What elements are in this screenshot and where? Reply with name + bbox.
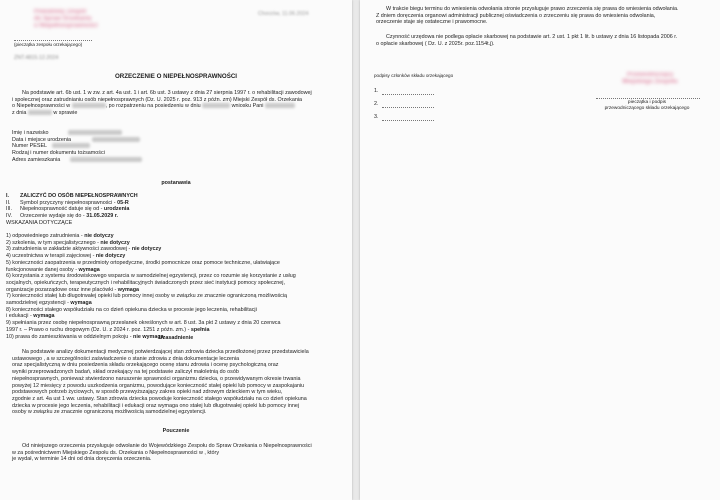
personal-row [12,150,342,157]
decision-item [6,206,336,213]
wskazanie-text: organizacje pozarządowe oraz inne placówki - [6,286,118,293]
pouczenie-line: Od niniejszego orzeczenia przysługuje odwołanie do Wojewódzkiego Zespołu do Spraw Orzekania o Niepełnosprawności [22,443,312,449]
signature-number: 1. [374,88,379,94]
wskazanie-text: 1) odpowiedniego zatrudnienia - [6,233,85,239]
stamp-divider [14,40,92,41]
document-page-2 [360,0,720,500]
wskazanie-text: 10) prawa do zamieszkiwania w oddzielnym pokoju - [6,333,134,340]
decision-text: Symbol przyczyny niepełnosprawności - [20,199,118,206]
personal-row [12,157,342,164]
waiver-line: orzeczenie staje się ostateczne i prawomocne. [376,19,488,26]
wskazanie-line [6,287,342,294]
wskazanie-line [6,240,342,247]
signature-line-3 [374,114,379,121]
intro-text: o Niepełnosprawności w [12,103,71,110]
wskazanie-line: 8) konieczności stałego współudziału na co dzień opiekuna dziecka w procesie jego leczenia, rehabilitacji [6,306,257,313]
decision-text: Niepełnosprawność datuje się od - [20,206,104,213]
intro-text: w sprawie [53,110,78,117]
redacted-field [265,103,295,108]
decision-text: Orzeczenie wydaje się do - [20,213,87,220]
wskazanie-text: i edukacji - [6,313,34,320]
personal-label: Numer PESEL [12,143,48,150]
wskazanie-line: socjalnych, opiekuńczych, terapeutycznych i rehabilitacyjnych świadczonych przez sieć instytucji pomocy społecznej, [6,279,285,286]
decision-item [6,193,336,200]
waiver-line: W trakcie biegu terminu do wniesienia odwołania stronie przysługuje prawo zrzeczenia się prawa do wniesienia odwołania. [386,6,679,12]
wskazanie-line: 7) konieczności stałej lub długotrwałej opieki lub pomocy innej osoby w związku ze znacznie ograniczoną możliwością [6,293,288,300]
wskazanie-verdict: nie dotyczy [100,239,130,246]
decision-value: urodzenia [103,206,130,213]
chairperson-signature-rule [596,98,700,99]
personal-row [12,143,342,150]
personal-label: Imię i nazwisko [12,130,49,136]
signature-number: 3. [374,114,379,120]
signature-rule [382,120,434,121]
wskazanie-verdict: wymaga [78,266,100,273]
decision-item [6,213,336,220]
uzasadnienie-text [12,349,344,416]
date-line: Chorzów, 11.06.2024 [258,11,309,17]
redacted-field [68,130,122,135]
wskazanie-verdict: wymaga [117,286,140,293]
wskazania-title: WSKAZANIA DOTYCZĄCE [6,219,73,226]
signature-line-2 [374,101,379,108]
decision-value: 05-R [117,199,129,206]
intro-text: , po rozpatrzeniu na posiedzeniu w dniu [105,103,201,110]
wskazanie-verdict: nie dotyczy [95,253,126,260]
stamp-caption: (pieczątka zespołu orzekającego) [14,42,83,47]
personal-data [12,130,342,164]
uzasadnienie-line: powyżej 12 miesięcy z powodu uszkodzenia organizmu, powodujące konieczność stałej opieki lub pomocy w zaspokajaniu [12,382,305,389]
redacted-field [52,143,90,148]
section-postanawia: postanawia [161,180,191,186]
wskazanie-line [6,233,342,240]
stamp-line: do Spraw Orzekania [34,16,92,22]
document-title: ORZECZENIE O NIEPEŁNOSPRAWNOŚCI [114,73,238,80]
redacted-field [92,137,140,142]
decision-number: II. [6,199,11,206]
wskazania-list [6,233,342,340]
uzasadnienie-line: oraz specjalistyczną w dniu posiedzenia składu orzekającego ocenę stanu zdrowia i ocenę psychologiczną oraz [12,362,279,369]
wskazanie-text: samodzielnej egzystencji - [6,300,71,307]
wskazanie-line [6,313,342,320]
personal-label: Adres zamieszkania [12,156,61,163]
decision-list [6,193,336,227]
wskazanie-verdict: spełnia [190,326,210,333]
pouczenie-text [12,443,344,463]
section-uzasadnienie: Uzasadnienie [158,335,194,341]
decision-text: ZALICZYĆ DO OSÓB NIEPEŁNOSPRAWNYCH [20,193,138,199]
uzasadnienie-line: podstawowych potrzeb życiowych, w sposób przewyższający zakres opieki nad zdrowym dzieckiem w tym wieku, [12,389,283,396]
fee-line: Czynność urzędowa nie podlega opłacie skarbowej na podstawie art. 2 ust. 1 pkt 1 lit. b ustawy z dnia 16 listopada 2006 r. [386,34,678,40]
caption-line: pieczątka i podpis [627,100,667,105]
wskazanie-line: 5) konieczności zaopatrzenia w przedmioty ortopedyczne, środki pomocnicze oraz pomoce techniczne, ułatwiające [6,259,280,266]
personal-row [12,137,342,144]
wskazanie-line [6,253,342,260]
appeal-waiver-paragraph [376,6,714,26]
wskazanie-text: funkcjonowanie danej osoby - [6,266,79,273]
signatures-title: podpisy członków składu orzekającego [374,73,454,78]
intro-text: wniosku Pani [231,103,264,110]
wskazanie-text: 4) uczestnictwa w terapii zajęciowej - [6,253,96,260]
uzasadnienie-line: osoby w związku ze znacznie ograniczoną możliwością samodzielnej egzystencji. [12,409,207,416]
caption-line: przewodniczącego składu orzekającego [604,106,690,111]
stamp-line: o Niepełnosprawności [34,23,98,29]
wskazanie-line: 6) korzystania z systemu środowiskowego wsparcia w samodzielnej egzystencji, przez co rozumie się korzystanie z usług [6,273,296,280]
chairperson-caption [582,100,712,112]
wskazanie-line [6,327,342,334]
wskazanie-line [6,246,342,253]
fee-paragraph [376,34,714,47]
redacted-field [28,110,52,115]
redacted-field [70,157,142,162]
wskazanie-text: 1997 r. – Prawo o ruchu drogowym (Dz. U. z 2024 r. poz. 1251 z późn. zm.) - [6,326,191,333]
header-stamp [34,9,98,30]
wskazanie-verdict: nie wymaga [133,333,164,340]
personal-label: Data i miejsce urodzenia [12,136,72,143]
wskazanie-text: 2) szkolenia, w tym specjalistycznego - [6,239,101,246]
wskazanie-verdict: nie dotyczy [84,233,114,239]
intro-line [12,103,342,110]
fee-line: o opłacie skarbowej ( Dz. U. z 2025r. poz.1154t.j). [376,40,495,47]
intro-text: z dnia [12,110,27,117]
document-page-1 [0,0,352,500]
uzasadnienie-line: niepełnosprawnych, ponieważ stwierdzono naruszenie sprawności organizmu dziecka, o przewidywanym okresie trwania [12,375,301,382]
pouczenie-line: je wydał, w terminie 14 dni od dnia doręczenia orzeczenia. [12,456,152,463]
chairperson-stamp [600,72,700,86]
wskazanie-verdict: wymaga [70,300,92,307]
personal-label: Rodzaj i numer dokumentu tożsamości [12,150,105,157]
decision-number: III. [6,206,12,213]
wskazanie-line: 9) spełniania przez osobę niepełnosprawną przesłanek określonych w art. 8 ust. 3a pkt 2 ustawy z dnia 20 czerwca [6,320,281,327]
uzasadnienie-line: dziecka w procesie jego leczenia, rehabilitacji i edukacji oraz wymaga ono stałej lub długotrwałej opieki lub pomocy innej [12,402,300,409]
section-pouczenie: Pouczenie [162,428,190,434]
redacted-field [202,103,230,108]
uzasadnienie-line: wyniki przeprowadzonych badań, skład orzekający na tej podstawie zaliczył małoletnią do osób [12,369,239,376]
waiver-line: Z dniem doręczenia organowi administracji publicznej oświadczenia o zrzeczeniu się prawa do wniesienia odwołania, [376,12,656,19]
signature-line-1 [374,88,379,95]
intro-line: i społecznej oraz zatrudnianiu osób niepełnosprawnych (Dz. U. 2025 r. poz. 913 z późn. zm) Miejski Zespół ds. Orzekania [12,96,303,103]
intro-paragraph [12,90,342,117]
signature-number: 2. [374,101,379,107]
stamp-line: Miejskiego Zespołu [622,79,678,85]
wskazanie-line [6,300,342,307]
decision-item [6,200,336,207]
signature-rule [382,107,434,108]
redacted-field [72,103,106,108]
decision-value: 31.05.2029 r. [86,213,118,220]
stamp-line: Powiatowy Zespół [34,9,87,15]
uzasadnienie-line: zgodnie z art. 4a ust 1 ww. ustawy. Stan zdrowia dziecka powoduje konieczność stałego współudziału na co dzień opiekuna [12,395,307,402]
uzasadnienie-line: Na podstawie analizy dokumentacji medycznej potwierdzającej stan zdrowia dziecka przedłożonej przez przedstawiciela [22,349,309,355]
intro-line: Na podstawie art. 6b ust. 1 w zw. z art. 4a ust. 1 i art. 6b ust. 3 ustawy z dnia 27 sierpnia 1997 r. o rehabilitacji zawodowej [22,90,312,96]
intro-line [12,110,342,117]
wskazanie-line [6,267,342,274]
pouczenie-line: w za pośrednictwem Miejskiego Zespołu ds. Orzekania o Niepełnosprawności w , który [12,449,220,456]
signature-rule [382,94,434,95]
wskazanie-verdict: wymaga [33,313,55,320]
wskazanie-verdict: nie dotyczy [131,246,162,253]
personal-row [12,130,342,137]
uzasadnienie-line: ustawowego , a w szczególności zaświadczenie o stanie zdrowia z dnia dokumentacje leczenia [12,355,240,362]
wskazanie-text: 3) zatrudnienia w zakładzie aktywności zawodowej - [6,246,132,253]
stamp-line: Przewodniczący [626,72,674,78]
decision-number: IV. [6,213,13,220]
case-number: ZNT.4815.12.2024 [14,55,59,61]
decision-number: I. [6,193,9,199]
